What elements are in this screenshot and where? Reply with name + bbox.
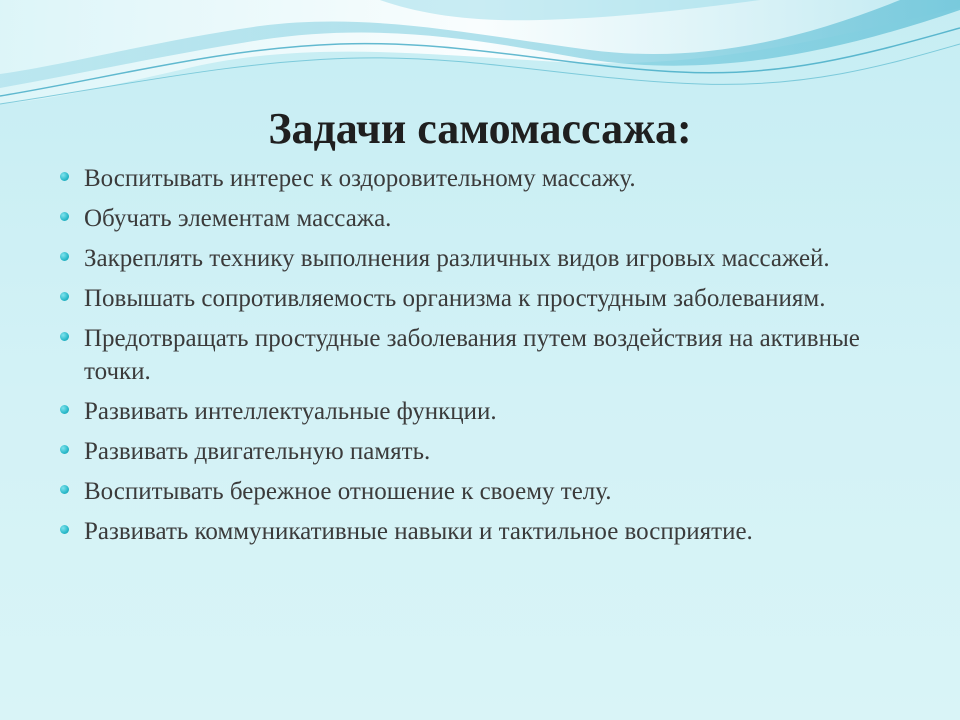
bullet-icon	[60, 525, 69, 534]
bullet-icon	[60, 172, 69, 181]
bullet-icon	[60, 252, 69, 261]
list-item	[60, 202, 920, 235]
bullet-icon	[60, 332, 69, 341]
list-item-text: Развивать двигательную память.	[84, 438, 431, 465]
list-item	[60, 162, 920, 195]
list-item-text: Воспитывать интерес к оздоровительному массажу.	[84, 165, 636, 192]
task-list	[60, 162, 920, 555]
bullet-icon	[60, 212, 69, 221]
list-item	[60, 395, 920, 428]
list-item-text: Закреплять технику выполнения различных видов игровых массажей.	[84, 245, 830, 272]
list-item	[60, 322, 920, 388]
list-item	[60, 242, 920, 275]
list-item-text: Развивать интеллектуальные функции.	[84, 398, 497, 425]
list-item	[60, 475, 920, 508]
list-item	[60, 435, 920, 468]
list-item-text: Развивать коммуникативные навыки и тактильное восприятие.	[84, 518, 753, 545]
bullet-icon	[60, 405, 69, 414]
bullet-icon	[60, 485, 69, 494]
list-item-text: Повышать сопротивляемость организма к простудным заболеваниям.	[84, 285, 826, 312]
list-item-text: Обучать элементам массажа.	[84, 205, 392, 232]
list-item	[60, 282, 920, 315]
list-item	[60, 515, 920, 548]
bullet-icon	[60, 445, 69, 454]
wave-decoration	[0, 0, 960, 120]
list-item-text: Предотвращать простудные заболевания путем воздействия на активные точки.	[84, 325, 860, 385]
bullet-icon	[60, 292, 69, 301]
list-item-text: Воспитывать бережное отношение к своему телу.	[84, 478, 612, 505]
slide-title: Задачи самомассажа:	[268, 104, 692, 153]
